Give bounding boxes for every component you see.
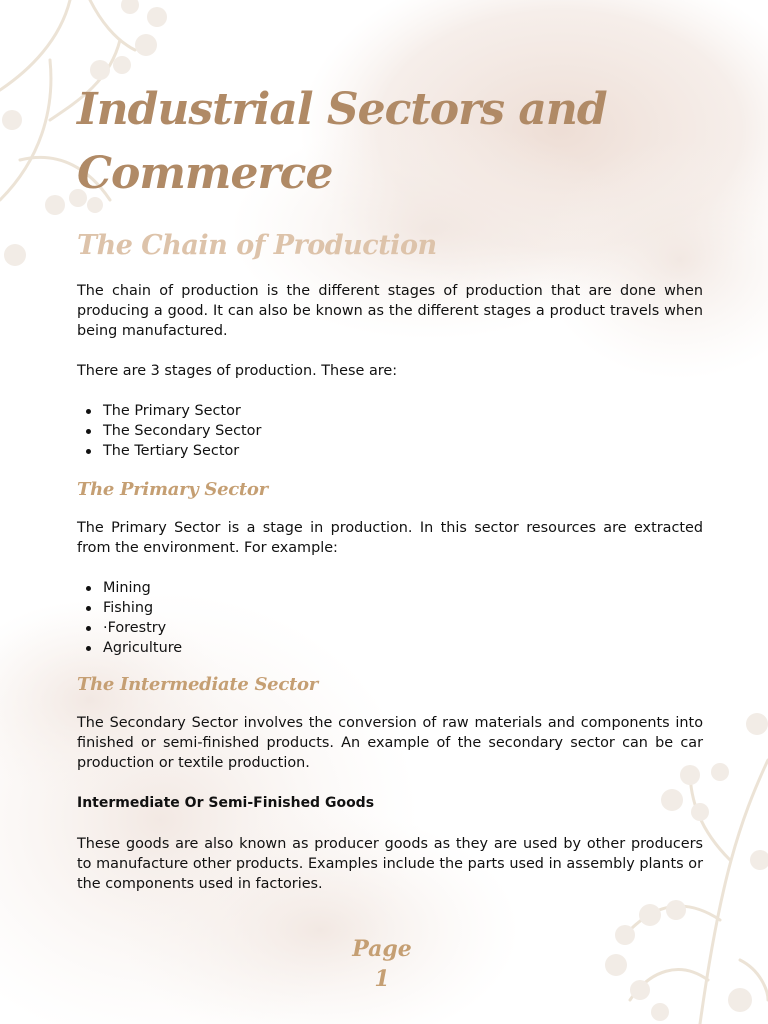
stages-intro-paragraph: There are 3 stages of production. These are:: [77, 363, 398, 379]
semi-finished-goods-paragraph: These goods are also known as producer goods as they are used by other producers to manufacture other products. Examples include the parts used in assembly plants or the components used in factories.: [77, 836, 703, 892]
list-item: Agriculture: [77, 638, 182, 658]
primary-sector-heading: The Primary Sector: [77, 479, 268, 500]
chain-intro-paragraph: The chain of production is the different stages of production that are done when producing a good. It can also be known as the different stages a product travels when being manufactured.: [77, 283, 703, 339]
primary-sector-paragraph: The Primary Sector is a stage in production. In this sector resources are extracted from the environment. For example:: [77, 520, 703, 556]
semi-finished-goods-heading: Intermediate Or Semi-Finished Goods: [77, 795, 375, 811]
list-item: ·Forestry: [77, 618, 182, 638]
list-item: Mining: [77, 578, 182, 598]
list-item: The Secondary Sector: [77, 421, 261, 441]
intermediate-sector-paragraph: The Secondary Sector involves the conversion of raw materials and components into finished or semi-finished products. An example of the secondary sector can be car production or textile production.: [77, 715, 703, 771]
list-item: Fishing: [77, 598, 182, 618]
primary-examples-list: [77, 578, 182, 658]
list-item: The Primary Sector: [77, 401, 261, 421]
chain-of-production-heading: The Chain of Production: [77, 230, 437, 261]
page-number: Page 1: [352, 936, 412, 992]
stages-list: [77, 401, 261, 461]
list-item: The Tertiary Sector: [77, 441, 261, 461]
page-title: Industrial Sectors and Commerce: [77, 84, 607, 199]
intermediate-sector-heading: The Intermediate Sector: [77, 674, 318, 695]
